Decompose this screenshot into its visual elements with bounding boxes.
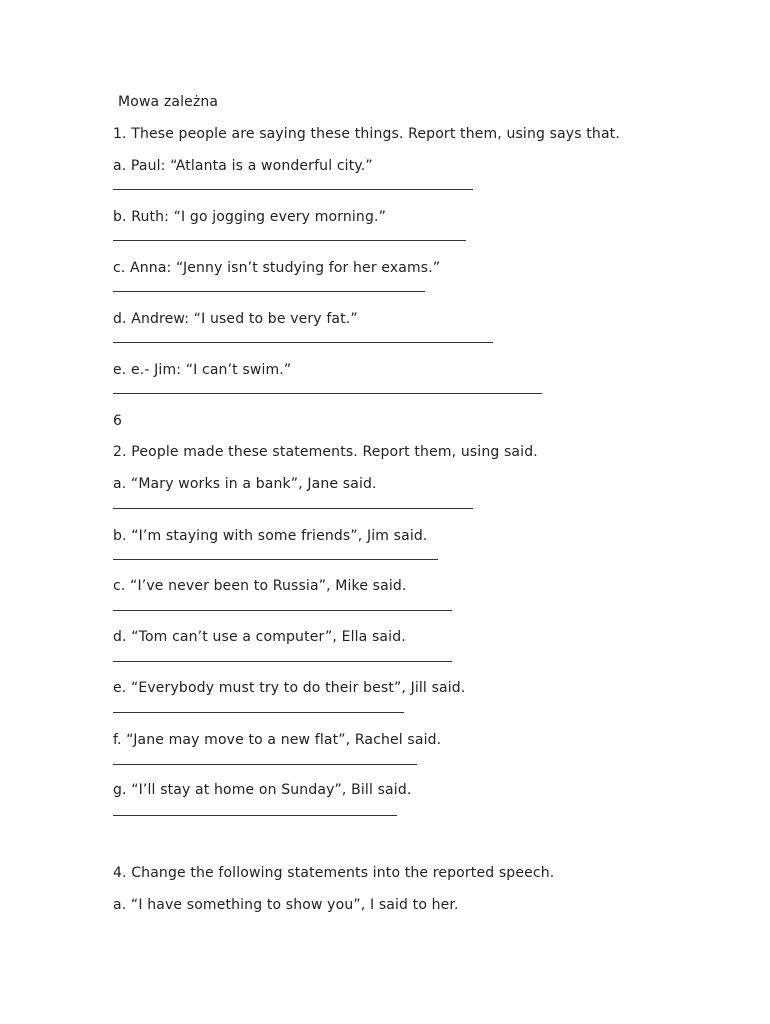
section-1-item-b: b. Ruth: “I go jogging every morning.” [113,209,386,225]
section-4-heading: 4. Change the following statements into the reported speech. [113,865,555,881]
answer-line [113,610,452,611]
answer-line [113,291,425,292]
answer-line [113,764,417,765]
section-2-item-c: c. “I’ve never been to Russia”, Mike said. [113,578,407,594]
answer-line [113,559,438,560]
section-2-item-b: b. “I’m staying with some friends”, Jim said. [113,528,428,544]
section-4-item-a: a. “I have something to show you”, I said to her. [113,897,459,913]
section-2-item-a: a. “Mary works in a bank”, Jane said. [113,476,377,492]
answer-line [113,189,473,190]
worksheet-title: Mowa zależna [118,94,219,110]
section-1-heading: 1. These people are saying these things. Report them, using says that. [113,126,620,142]
answer-line [113,508,473,509]
answer-line [113,815,397,816]
section-1-item-a: a. Paul: “Atlanta is a wonderful city.” [113,158,373,174]
section-2-item-d: d. “Tom can’t use a computer”, Ella said. [113,629,406,645]
section-2-item-g: g. “I’ll stay at home on Sunday”, Bill said. [113,782,412,798]
section-2-heading: 2. People made these statements. Report them, using said. [113,444,538,460]
answer-line [113,240,466,241]
section-1-item-c: c. Anna: “Jenny isn’t studying for her exams.” [113,260,441,276]
section-1-item-e: e. e.- Jim: “I can’t swim.” [113,362,292,378]
answer-line [113,393,542,394]
answer-line [113,712,404,713]
answer-line [113,342,493,343]
section-1-item-d: d. Andrew: “I used to be very fat.” [113,311,358,327]
section-2-item-e: e. “Everybody must try to do their best”, Jill said. [113,680,466,696]
answer-line [113,661,452,662]
section-2-item-f: f. “Jane may move to a new flat”, Rachel said. [113,732,442,748]
page-number: 6 [113,413,123,429]
